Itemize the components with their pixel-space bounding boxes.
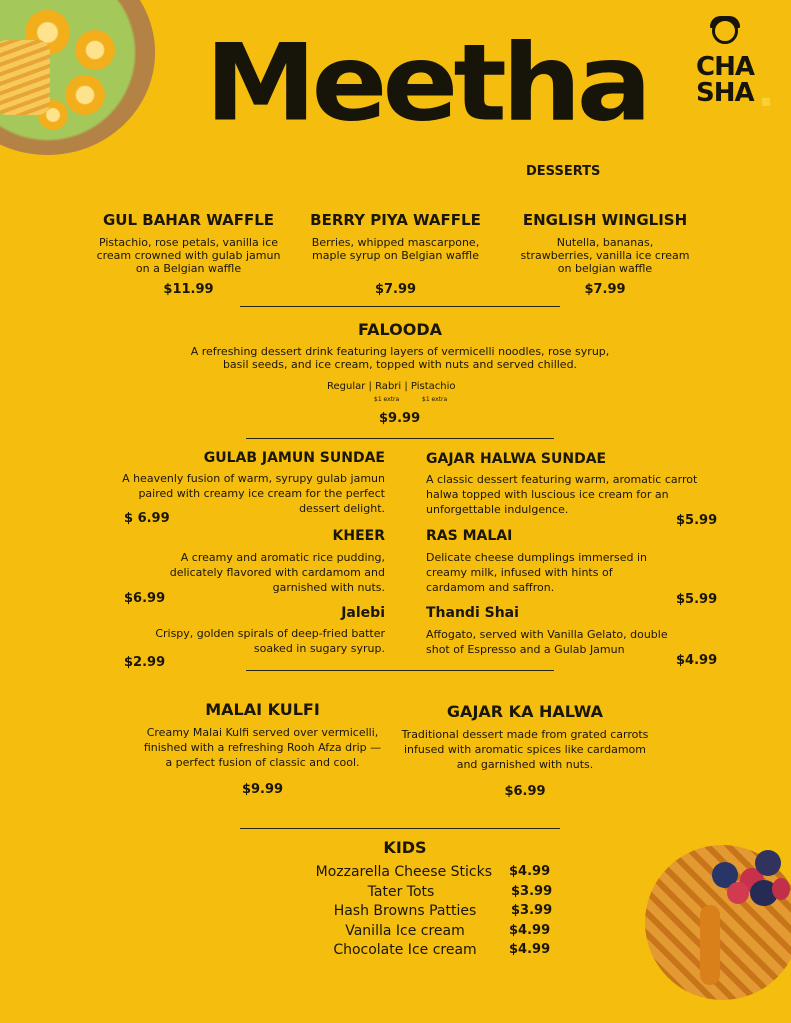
menu-item-waffle <box>96 211 281 297</box>
kids-item-name: Vanilla Ice cream <box>345 922 465 939</box>
kids-item-name: Tater Tots <box>367 883 435 900</box>
item-description: Crispy, golden spirals of deep-fried batter soaked in sugary syrup. <box>155 627 385 655</box>
menu-item-jalebi <box>140 605 385 656</box>
item-price: $ 6.99 <box>124 511 170 526</box>
menu-item-waffle <box>308 211 483 297</box>
item-description: A creamy and aromatic rice pudding, delicately flavored with cardamom and garnished with nuts. <box>169 551 385 594</box>
kids-item-name: Mozzarella Cheese Sticks <box>315 864 492 880</box>
item-description: A refreshing dessert drink featuring layers of vermicelli noodles, rose syrup, basil seeds, and ice cream, topped with nuts and served chilled. <box>190 345 610 371</box>
item-description: A classic dessert featuring warm, aromatic carrot halwa topped with luscious ice cream for an unforgettable indulgence. <box>426 473 698 516</box>
item-title: GUL BAHAR WAFFLE <box>102 211 275 229</box>
item-description: Delicate cheese dumplings immersed in creamy milk, infused with hints of cardamom and saffron. <box>426 551 647 594</box>
pastry-decoration <box>0 40 50 115</box>
menu-item-gajar-ka-halwa <box>400 702 650 799</box>
menu-item-kheer <box>150 528 385 595</box>
section-divider <box>246 670 554 671</box>
item-title: Thandi Shai <box>426 605 519 621</box>
item-price: $9.99 <box>379 411 421 426</box>
item-price: $11.99 <box>163 282 214 297</box>
item-description: Traditional dessert made from grated carrots infused with aromatic spices like cardamom and garnished with nuts. <box>401 728 649 771</box>
menu-item-falooda <box>180 320 620 371</box>
kids-item-price: $3.99 <box>511 903 553 918</box>
item-price: $7.99 <box>374 282 417 297</box>
list-item <box>290 942 560 962</box>
falooda-options: Regular | Rabri | Pistachio <box>327 381 456 392</box>
item-title: BERRY PIYA WAFFLE <box>310 211 481 229</box>
brand-logo <box>690 14 780 114</box>
section-divider <box>240 306 560 307</box>
logo-text-line2: SHA <box>696 78 754 108</box>
falooda-extra-rabri: $1 extra <box>374 396 400 403</box>
item-description: Berries, whipped mascarpone, maple syrup on Belgian waffle <box>311 236 480 262</box>
kids-section-title: KIDS <box>383 838 427 857</box>
section-divider <box>246 438 554 439</box>
item-title: GAJAR KA HALWA <box>446 702 604 721</box>
item-description: Creamy Malai Kulfi served over vermicelli, finished with a refreshing Rooh Afza drip — a perfect fusion of classic and cool. <box>143 726 382 769</box>
item-price: $5.99 <box>676 513 718 528</box>
item-title: RAS MALAI <box>426 528 513 544</box>
falooda-extra-pistachio: $1 extra <box>422 396 448 403</box>
sweet-decoration <box>75 30 115 70</box>
menu-item-gulab-jamun-sundae <box>112 450 385 516</box>
item-title: GULAB JAMUN SUNDAE <box>203 450 385 466</box>
page-subtitle: DESSERTS <box>526 164 601 179</box>
menu-item-malai-kulfi <box>140 700 385 797</box>
item-title: MALAI KULFI <box>205 700 320 719</box>
kids-item-price: $4.99 <box>509 942 551 957</box>
menu-item-thandi-shai <box>426 605 676 657</box>
kids-item-name: Hash Browns Patties <box>333 903 477 919</box>
item-title: FALOODA <box>358 320 442 339</box>
item-title: Jalebi <box>341 605 385 621</box>
page-title: Meetha <box>205 21 648 145</box>
logo-dot <box>762 98 770 106</box>
raspberry-decoration <box>727 882 749 904</box>
item-price: $9.99 <box>241 782 284 797</box>
list-item <box>290 864 560 884</box>
syrup-drip <box>700 905 720 985</box>
list-item <box>290 884 560 904</box>
logo-face-icon <box>712 18 738 44</box>
item-description: Affogato, served with Vanilla Gelato, double shot of Espresso and a Gulab Jamun <box>426 628 668 656</box>
item-description: Pistachio, rose petals, vanilla ice cream crowned with gulab jamun on a Belgian waffle <box>96 236 281 275</box>
blueberry-decoration <box>755 850 781 876</box>
item-description: Nutella, bananas, strawberries, vanilla ice cream on belgian waffle <box>520 236 690 275</box>
item-title: ENGLISH WINGLISH <box>522 211 688 229</box>
menu-item-waffle <box>520 211 690 297</box>
raspberry-decoration <box>772 878 790 900</box>
item-price: $6.99 <box>504 784 546 799</box>
sweet-decoration <box>65 75 105 115</box>
item-price: $4.99 <box>676 653 718 668</box>
section-divider <box>240 828 560 829</box>
item-price: $5.99 <box>676 592 718 607</box>
list-item <box>290 903 560 923</box>
item-price: $6.99 <box>124 591 166 606</box>
kids-item-price: $3.99 <box>511 883 553 899</box>
menu-item-gajar-halwa-sundae <box>426 451 718 517</box>
menu-item-ras-malai <box>426 528 656 595</box>
kids-menu-list <box>290 864 560 962</box>
kids-item-price: $4.99 <box>509 922 551 938</box>
item-price: $2.99 <box>124 655 166 670</box>
item-title: KHEER <box>332 528 385 544</box>
logo-text-line1: CHA <box>696 52 754 82</box>
list-item <box>290 923 560 943</box>
item-title: GAJAR HALWA SUNDAE <box>426 451 607 467</box>
item-description: A heavenly fusion of warm, syrupy gulab jamun paired with creamy ice cream for the perfect dessert delight. <box>122 472 385 515</box>
item-price: $7.99 <box>584 282 626 297</box>
kids-item-price: $4.99 <box>509 864 551 879</box>
kids-item-name: Chocolate Ice cream <box>333 942 477 958</box>
